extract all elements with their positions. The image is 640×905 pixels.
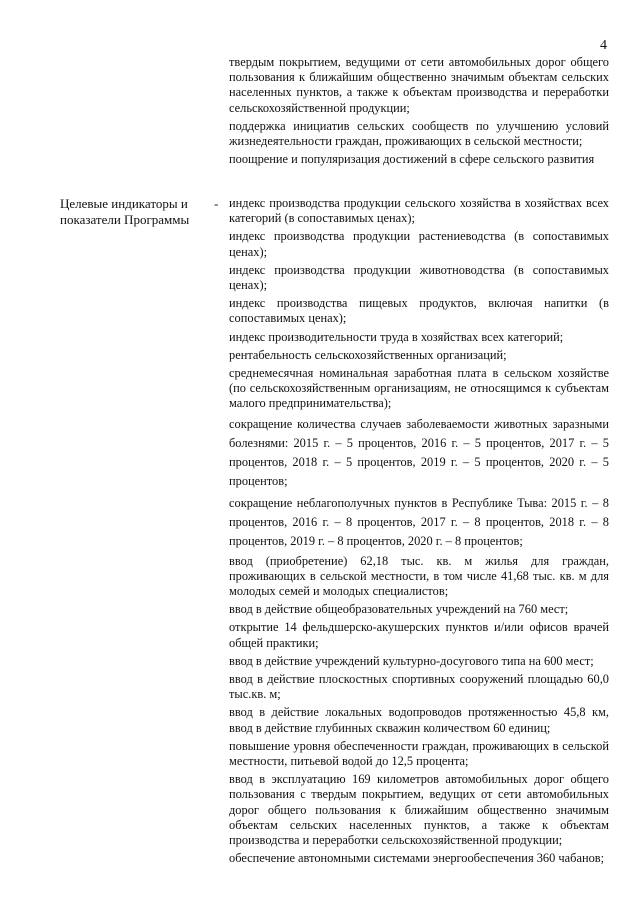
indicator-item: рентабельность сельскохозяйственных организаций; — [229, 347, 507, 362]
indicator-item: индекс производительности труда в хозяйствах всех категорий; — [229, 329, 564, 344]
indicator-item: индекс производства продукции животноводства (в сопоставимых ценах); — [229, 262, 609, 293]
indicator-item: обеспечение автономными системами энергообеспечения 360 чабанов; — [229, 851, 605, 866]
indicator-item: индекс производства пищевых продуктов, включая напитки (в сопоставимых ценах); — [229, 296, 609, 326]
indicator-item: сокращение количества случаев заболеваемости животных заразными болезнями: 2015 г. – 5 процентов, 2016 г. – 5 процентов, 2017 г. – 5 процентов, 2018 г. – 5 процентов, 2019 г. – 5 процентов, 2020 г. – 5 процентов; — [229, 416, 609, 488]
goal-item: поддержка инициатив сельских сообществ по улучшению условий жизнедеятельности граждан, проживающих в сельской местности; — [229, 118, 609, 149]
section-label-indicators: Целевые индикаторы и показатели Программы — [60, 196, 190, 227]
indicator-item: сокращение неблагополучных пунктов в Республике Тыва: 2015 г. – 8 процентов, 2016 г. – 8 процентов, 2017 г. – 8 процентов, 2018 г. – 8 процентов, 2019 г. – 8 процентов, 2020 г. – 8 процентов; — [229, 495, 609, 548]
goals-continuation — [229, 55, 609, 170]
indicators-list — [229, 196, 609, 870]
indicator-item: ввод в действие локальных водопроводов протяженностью 45,8 км, ввод в действие глубинных скважин количеством 60 единиц; — [229, 705, 609, 735]
indicator-item: индекс производства продукции растениеводства (в сопоставимых ценах); — [229, 229, 609, 259]
indicator-item: ввод в эксплуатацию 169 километров автомобильных дорог общего пользования с твердым покрытием, ведущих от сети автомобильных дорог общего пользования к ближайшим общественно значимым объектам сельских населенных пунктов, а также к объектам производства и переработки сельскохозяйственной продукции; — [229, 772, 609, 848]
goal-item: твердым покрытием, ведущими от сети автомобильных дорог общего пользования к ближайшим общественно значимым объектам сельских населенных пунктов, а также к объектам производства и переработки сельскохозяйственной продукции; — [229, 55, 609, 115]
indicator-item: ввод (приобретение) 62,18 тыс. кв. м жилья для граждан, проживающих в сельской местности, в том числе 41,68 тыс. кв. м для молодых семей и молодых специалистов; — [229, 553, 609, 599]
page-number: 4 — [600, 38, 607, 53]
goal-item: поощрение и популяризация достижений в сфере сельского развития — [229, 152, 595, 167]
indicator-item: ввод в действие учреждений культурно-досугового типа на 600 мест; — [229, 653, 594, 668]
indicator-item: среднемесячная номинальная заработная плата в сельском хозяйстве (по сельскохозяйственным организациям, не относящимся к субъектам малого предпринимательства); — [229, 366, 609, 411]
indicator-item: ввод в действие общеобразовательных учреждений на 760 мест; — [229, 602, 569, 617]
indicator-item: открытие 14 фельдшерско-акушерских пунктов и/или офисов врачей общей практики; — [229, 620, 609, 650]
label-dash: - — [214, 196, 219, 211]
indicator-item: индекс производства продукции сельского хозяйства в хозяйствах всех категорий (в сопоставимых ценах); — [229, 196, 609, 226]
indicator-item: повышение уровня обеспеченности граждан, проживающих в сельской местности, питьевой водой до 12,5 процента; — [229, 738, 609, 769]
indicator-item: ввод в действие плоскостных спортивных сооружений площадью 60,0 тыс.кв. м; — [229, 672, 609, 702]
